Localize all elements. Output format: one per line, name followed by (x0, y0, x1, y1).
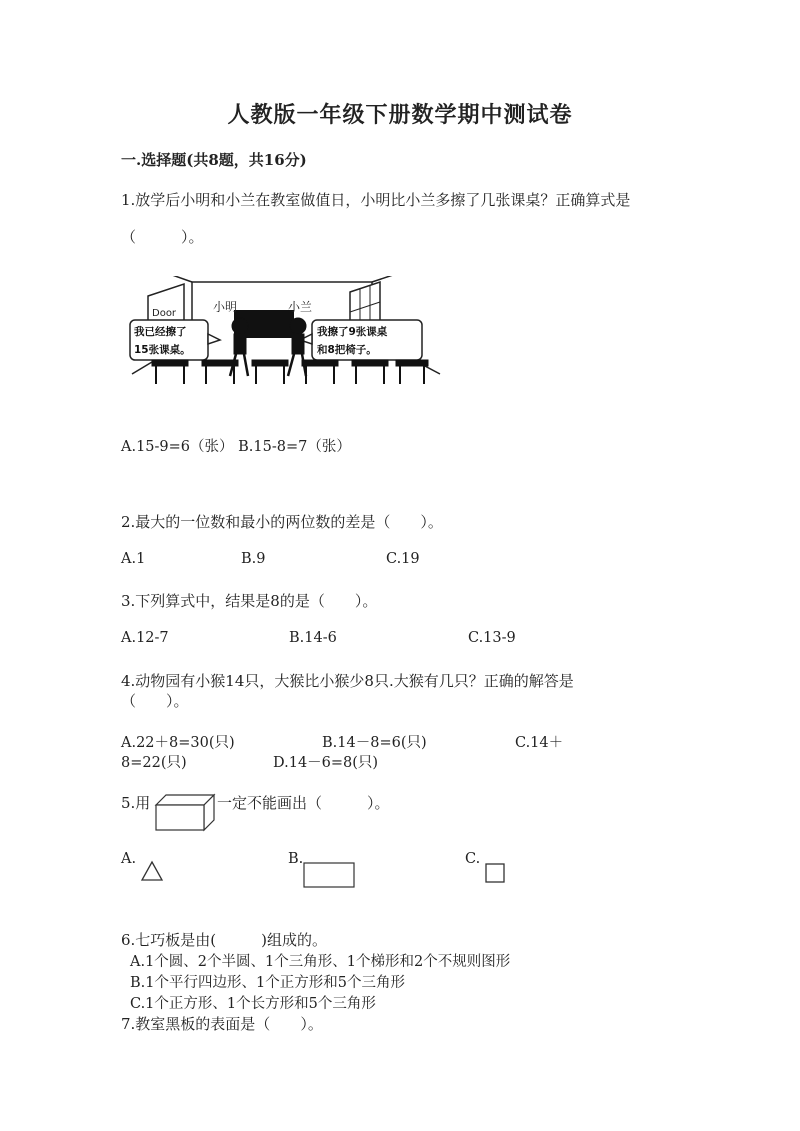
question-5-prefix: 5.用 (121, 794, 151, 812)
bubble-left-line-1: 我已经擦了 (134, 326, 187, 338)
room-edge-left (158, 276, 192, 282)
question-3-text: 3.下列算式中，结果是8的是（ ）。 (121, 592, 378, 610)
question-1-blank: （ ）。 (121, 228, 204, 246)
question-3-option-c: C.13-9 (468, 630, 516, 646)
question-1-text: 1.放学后小明和小兰在教室做值日，小明比小兰多擦了几张课桌？正确算式是 (121, 191, 631, 209)
question-1-options: A.15-9=6（张） B.15-8=7（张） (121, 439, 351, 455)
question-2-option-a: A.1 (121, 551, 146, 567)
classroom-illustration (128, 276, 443, 388)
triangle-shape (140, 860, 164, 882)
question-5-option-a-label: A. (121, 851, 137, 867)
question-5-option-c-label: C. (465, 851, 481, 867)
section-heading: 一.选择题(共8题，共16分) (121, 151, 307, 169)
question-5-suffix: 一定不能画出（ ）。 (217, 794, 390, 812)
question-2-text: 2.最大的一位数和最小的两位数的差是（ ）。 (121, 513, 443, 531)
cuboid-shape (154, 792, 216, 832)
square-shape (484, 862, 506, 884)
page-title: 人教版一年级下册数学期中测试卷 (227, 102, 573, 128)
question-4-option-b: B.14－8=6(只) (322, 735, 427, 751)
rectangle-shape (303, 862, 355, 888)
question-3-option-b: B.14-6 (289, 630, 337, 646)
question-6-option-b: B.1个平行四边形、1个正方形和5个三角形 (130, 975, 405, 991)
question-5-option-b-label: B. (288, 851, 304, 867)
bubble-right-line-2: 和8把椅子。 (317, 344, 377, 356)
question-2-option-b: B.9 (241, 551, 266, 567)
question-6-text: 6.七巧板是由( )组成的。 (121, 931, 328, 949)
bubble-right-line-1: 我擦了9张课桌 (317, 326, 388, 338)
room-edge-right (372, 276, 408, 282)
question-2-option-c: C.19 (386, 551, 420, 567)
question-7-text: 7.教室黑板的表面是（ ）。 (121, 1015, 323, 1033)
question-4-text: 4.动物园有小猴14只，大猴比小猴少8只.大猴有几只？正确的解答是 (121, 672, 574, 690)
child-left (230, 318, 248, 376)
bubble-left-line-2: 15张课桌。 (134, 344, 191, 356)
door-sign: Door (152, 308, 177, 319)
question-4-option-c-end: 8=22(只) (121, 755, 187, 771)
question-6-option-a: A.1个圆、2个半圆、1个三角形、1个梯形和2个不规则图形 (130, 954, 511, 970)
question-6-option-c: C.1个正方形、1个长方形和5个三角形 (130, 996, 376, 1012)
question-3-option-a: A.12-7 (121, 630, 169, 646)
question-4-blank: （ ）。 (121, 692, 189, 710)
question-4-option-a: A.22＋8=30(只) (121, 735, 235, 751)
name-label-xiaolan: 小兰 (288, 300, 313, 314)
name-label-xiaoming: 小明 (213, 300, 238, 314)
child-right (288, 318, 306, 376)
question-4-option-d: D.14－6=8(只) (273, 755, 379, 771)
question-4-option-c-start: C.14＋ (515, 735, 564, 751)
